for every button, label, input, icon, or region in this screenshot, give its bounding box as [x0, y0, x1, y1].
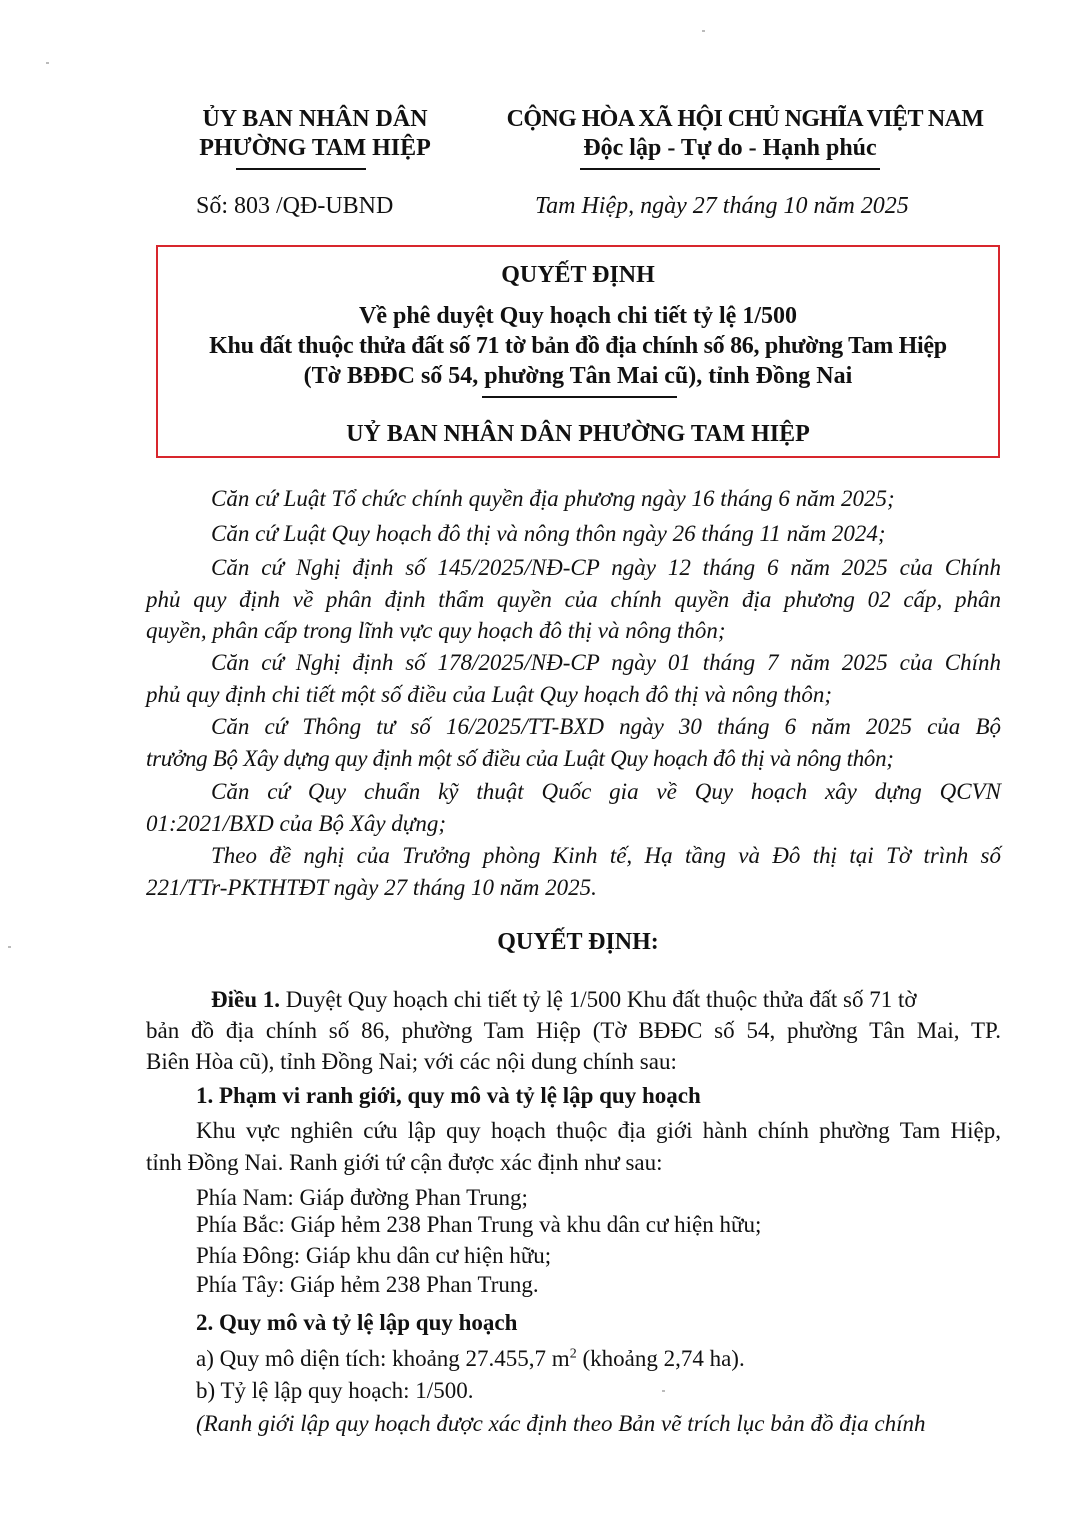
area-line — [196, 1346, 745, 1372]
area-text: a) Quy mô diện tích: khoảng 27.455,7 m — [196, 1346, 570, 1371]
article1-text: Duyệt Quy hoạch chi tiết tỷ lệ 1/500 Khu đất thuộc thửa đất số 71 tờ — [285, 987, 917, 1012]
boundary-note: (Ranh giới lập quy hoạch được xác định theo Bản vẽ trích lục bản đồ địa chính — [196, 1411, 926, 1436]
basis-line: trưởng Bộ Xây dựng quy định một số điều của Luật Quy hoạch đô thị và nông thôn; — [146, 746, 894, 771]
scale-line: b) Tỷ lệ lập quy hoạch: 1/500. — [196, 1378, 474, 1403]
issuing-body: UỶ BAN NHÂN DÂN PHƯỜNG TAM HIỆP — [346, 421, 810, 447]
boundary-item: Phía Đông: Giáp khu dân cư hiện hữu; — [196, 1243, 552, 1268]
basis-line: Căn cứ Nghị định số 178/2025/NĐ-CP ngày 01 tháng 7 năm 2025 của Chính — [211, 650, 1001, 675]
subject-line2: Khu đất thuộc thửa đất số 71 tờ bản đồ địa chính số 86, phường Tam Hiệp — [209, 333, 947, 359]
basis-line: 221/TTr-PKTHTĐT ngày 27 tháng 10 năm 2025. — [146, 875, 597, 900]
scan-speck — [662, 1390, 665, 1392]
section1-intro-line2: tỉnh Đồng Nai. Ranh giới tứ cận được xác định như sau: — [146, 1150, 663, 1175]
article1-line3: Biên Hòa cũ), tỉnh Đồng Nai; với các nội dung chính sau: — [146, 1049, 677, 1074]
basis-line: Căn cứ Luật Quy hoạch đô thị và nông thôn ngày 26 tháng 11 năm 2024; — [211, 521, 886, 546]
motto-underline — [580, 168, 880, 170]
basis-line: Căn cứ Thông tư số 16/2025/TT-BXD ngày 30 tháng 6 năm 2025 của Bộ — [211, 714, 1001, 739]
scan-speck — [46, 62, 49, 64]
subject-line1: Về phê duyệt Quy hoạch chi tiết tỷ lệ 1/500 — [359, 303, 797, 329]
nation-name: CỘNG HÒA XÃ HỘI CHỦ NGHĨA VIỆT NAM — [506, 106, 984, 132]
boundary-item: Phía Nam: Giáp đường Phan Trung; — [196, 1185, 528, 1210]
basis-line: Căn cứ Nghị định số 145/2025/NĐ-CP ngày 12 tháng 6 năm 2025 của Chính — [211, 555, 1001, 580]
basis-line: Theo đề nghị của Trưởng phòng Kinh tế, Hạ tầng và Đô thị tại Tờ trình số — [211, 843, 1001, 868]
area-superscript: 2 — [569, 1346, 577, 1362]
scan-speck — [702, 30, 705, 32]
basis-line: Căn cứ Luật Tổ chức chính quyền địa phương ngày 16 tháng 6 năm 2025; — [211, 486, 895, 511]
section1-intro-line1: Khu vực nghiên cứu lập quy hoạch thuộc địa giới hành chính phường Tam Hiệp, — [196, 1118, 1001, 1143]
basis-line: quyền, phân cấp trong lĩnh vực quy hoạch đô thị và nông thôn; — [146, 618, 726, 643]
scan-speck — [8, 946, 11, 948]
area-tail: (khoảng 2,74 ha). — [576, 1346, 745, 1371]
agency-name-line2: PHƯỜNG TAM HIỆP — [199, 135, 431, 161]
boundary-item: Phía Tây: Giáp hẻm 238 Phan Trung. — [196, 1272, 539, 1297]
agency-underline — [236, 168, 366, 170]
section2-heading: 2. Quy mô và tỷ lệ lập quy hoạch — [196, 1310, 518, 1335]
subject-line3: (Tờ BĐĐC số 54, phường Tân Mai cũ), tỉnh Đồng Nai — [303, 363, 853, 389]
decision-heading: QUYẾT ĐỊNH: — [497, 929, 659, 955]
section1-heading: 1. Phạm vi ranh giới, quy mô và tỷ lệ lập quy hoạch — [196, 1083, 701, 1108]
article1-line1 — [211, 987, 1001, 1013]
basis-line: phủ quy định chi tiết một số điều của Luật Quy hoạch đô thị và nông thôn; — [146, 682, 833, 707]
document-title: QUYẾT ĐỊNH — [501, 262, 655, 288]
decision-number: Số: 803 /QĐ-UBND — [196, 193, 394, 219]
issue-date: Tam Hiệp, ngày 27 tháng 10 năm 2025 — [535, 193, 909, 219]
agency-name-line1: ỦY BAN NHÂN DÂN — [202, 106, 428, 132]
basis-line: Căn cứ Quy chuẩn kỹ thuật Quốc gia về Quy hoạch xây dựng QCVN — [211, 779, 1001, 804]
nation-motto: Độc lập - Tự do - Hạnh phúc — [583, 135, 877, 161]
basis-line: 01:2021/BXD của Bộ Xây dựng; — [146, 811, 446, 836]
article1-line2: bản đồ địa chính số 86, phường Tam Hiệp (Tờ BĐĐC số 54, phường Tân Mai, TP. — [146, 1018, 1001, 1043]
boundary-item: Phía Bắc: Giáp hẻm 238 Phan Trung và khu dân cư hiện hữu; — [196, 1212, 762, 1237]
subject-underline — [482, 396, 677, 398]
basis-line: phủ quy định về phân định thẩm quyền của chính quyền địa phương 02 cấp, phân — [146, 587, 1001, 612]
article1-label: Điều 1. — [211, 987, 280, 1012]
